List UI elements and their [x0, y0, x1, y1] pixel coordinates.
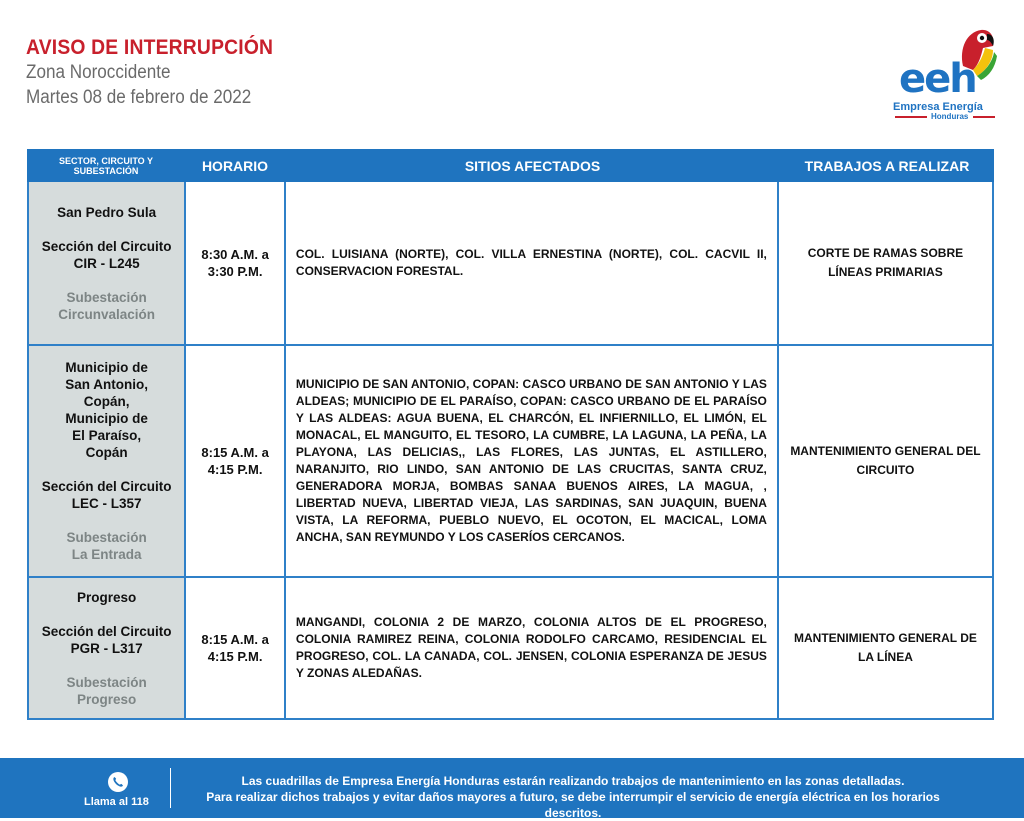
sector-cell — [29, 182, 186, 344]
sector-name: San Pedro Sula — [57, 204, 157, 220]
time-start: 8:30 A.M. a — [201, 247, 269, 262]
header — [26, 36, 295, 110]
time-end: 4:15 P.M. — [207, 462, 263, 477]
sites-cell — [286, 182, 779, 344]
footer-notice — [178, 773, 968, 821]
footer-line-2: Para realizar dichos trabajos y evitar daños mayores a futuro, se debe interrumpir el servicio de energía eléctrica en los horarios descritos. — [206, 790, 940, 820]
header-trabajos: TRABAJOS A REALIZAR — [804, 157, 970, 174]
outage-table — [27, 149, 994, 720]
phone-label[interactable]: Llama al 118 — [84, 796, 149, 808]
footer-divider — [170, 768, 171, 808]
logo-rule-right — [973, 116, 995, 118]
substation-label: Subestación — [66, 289, 147, 305]
work-cell — [779, 182, 992, 344]
sector-line: Municipio de — [65, 411, 148, 426]
work-text: MANTENIMIENTO GENERAL DE LA LÍNEA — [793, 631, 977, 664]
work-cell — [779, 346, 992, 576]
sector-line: San Antonio, — [65, 377, 149, 392]
time-start: 8:15 A.M. a — [201, 445, 269, 460]
circuit-label: Sección del Circuito — [41, 623, 172, 639]
logo-rule-left — [895, 116, 927, 118]
table-row — [27, 578, 994, 720]
work-text: MANTENIMIENTO GENERAL DEL CIRCUITO — [790, 444, 981, 477]
company-logo — [893, 26, 1003, 122]
substation-name: Progreso — [77, 691, 137, 707]
circuit-code: LEC - L357 — [71, 496, 142, 511]
sector-line: El Paraíso, — [72, 428, 142, 443]
sector-line: Municipio de — [65, 360, 148, 375]
circuit-label: Sección del Circuito — [41, 479, 172, 494]
schedule-cell — [186, 182, 286, 344]
footer-bar — [0, 758, 1024, 818]
logo-company-name: Empresa Energía — [893, 101, 983, 113]
sites-cell — [286, 346, 779, 576]
footer-line-1: Las cuadrillas de Empresa Energía Honduras estarán realizando trabajos de mantenimiento en las zonas detalladas. — [241, 774, 905, 788]
schedule-cell — [186, 578, 286, 718]
table-row — [27, 182, 994, 346]
substation-name: Circunvalación — [58, 306, 156, 322]
work-text: CORTE DE RAMAS SOBRE LÍNEAS PRIMARIAS — [807, 246, 964, 279]
header-sector: SECTOR, CIRCUITO Y SUBESTACIÓN — [58, 155, 154, 176]
table-header — [27, 149, 994, 182]
sector-line: Copán, — [83, 394, 130, 409]
circuit-label: Sección del Circuito — [41, 238, 172, 254]
zone-label: Zona Noroccidente — [26, 62, 171, 83]
sector-name: Progreso — [77, 589, 137, 605]
sites-cell — [286, 578, 779, 718]
date-label: Martes 08 de febrero de 2022 — [26, 87, 252, 108]
time-end: 3:30 P.M. — [207, 264, 263, 279]
time-end: 4:15 P.M. — [207, 649, 263, 664]
header-sitios: SITIOS AFECTADOS — [464, 157, 601, 174]
sites-text: MUNICIPIO DE SAN ANTONIO, COPAN: CASCO URBANO DE SAN ANTONIO Y LAS ALDEAS; MUNICIPIO DE EL PARAÍSO, COPAN: CASCO URBANO DE EL PARAÍSO Y LAS ALDEAS: AGUA BUENA, EL CHARCÓN, EL INFIERNILLO, EL LIMÓN, EL MONACAL, EL MANGUITO, EL TESORO, LA CUMBRE, LA LAGUNA, LA PEÑA, LA PLAYONA, LAS DELICIAS,, LAS FLORES, LAS JUNTAS, EL ASTILLERO, NARANJITO, RIO LINDO, SAN ANTONIO DE LAS CRUCITAS, SANTA CRUZ, GENERADORA MORJA, BOMBAS SANAA BUENOS AIRES, LA MAGUA, , LIBERTAD NUEVA, LIBERTAD VIEJA, LAS SARDINAS, SAN JUAQUIN, BUENA VISTA, LA REFORMA, PUEBLO NUEVO, EL OCOTON, EL MACICAL, LOMA ANCHA, SAN REYMUNDO Y LOS CASERÍOS CERCANOS. — [295, 377, 767, 544]
sector-cell — [29, 578, 186, 718]
substation-label: Subestación — [66, 674, 147, 690]
time-start: 8:15 A.M. a — [201, 632, 269, 647]
logo-country: Honduras — [931, 112, 969, 121]
table-row — [27, 346, 994, 578]
logo-mark: eeh — [899, 56, 976, 102]
schedule-cell — [186, 346, 286, 576]
phone-icon[interactable] — [108, 772, 128, 792]
header-horario: HORARIO — [201, 157, 269, 174]
sector-line: Copán — [85, 445, 128, 460]
substation-name: La Entrada — [71, 547, 142, 562]
work-cell — [779, 578, 992, 718]
sector-cell — [29, 346, 186, 576]
circuit-code: PGR - L317 — [70, 640, 143, 656]
page-title: AVISO DE INTERRUPCIÓN — [26, 36, 274, 59]
circuit-code: CIR - L245 — [73, 255, 140, 271]
sites-text: COL. LUISIANA (NORTE), COL. VILLA ERNESTINA (NORTE), COL. CACVIL II, CONSERVACION FORESTAL. — [295, 247, 767, 278]
sites-text: MANGANDI, COLONIA 2 DE MARZO, COLONIA ALTOS DE EL PROGRESO, COLONIA RAMIREZ REINA, COLONIA RODOLFO CARCAMO, RESIDENCIAL EL PROGRESO, COL. LA CANADA, COL. JENSEN, COLONIA ESPERANZA DE JESUS Y ZONAS ALEDAÑAS. — [295, 615, 767, 680]
substation-label: Subestación — [66, 530, 147, 545]
